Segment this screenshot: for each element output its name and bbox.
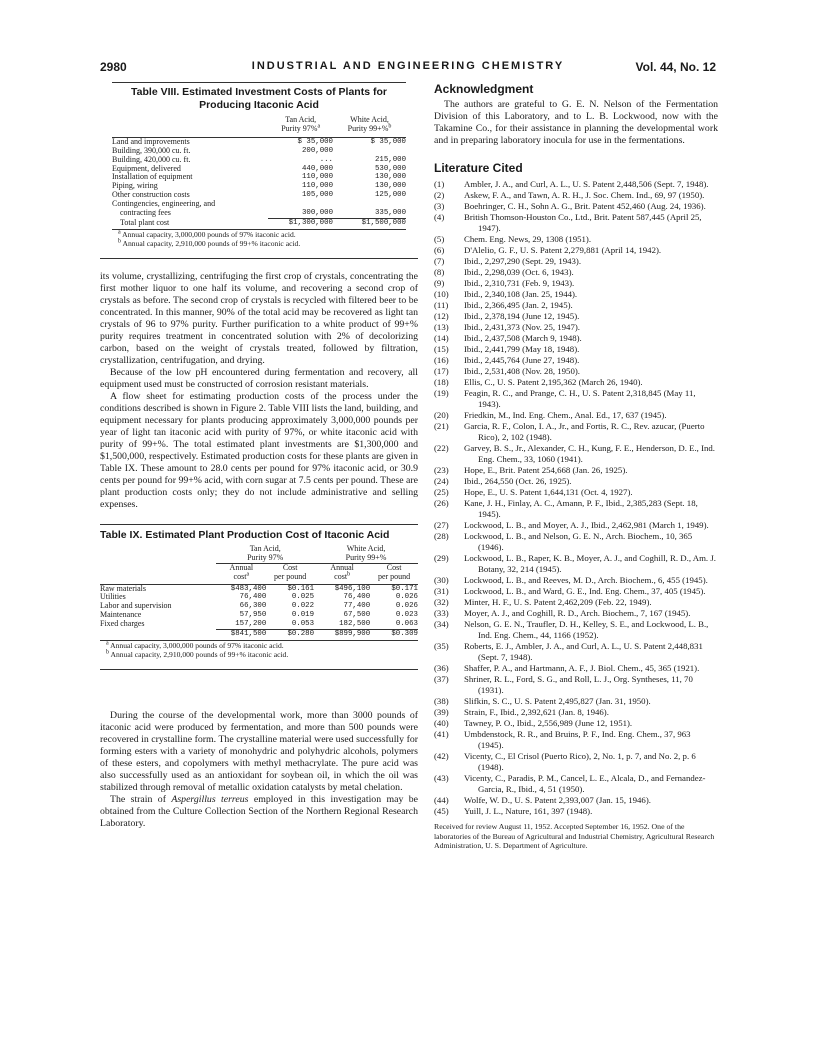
reference-item [434, 608, 718, 619]
row-label: Building, 420,000 cu. ft. [112, 154, 191, 164]
table-ix-total-row [100, 630, 418, 639]
reference-text: Lockwood, L. B., and Moyer, A. J., Ibid., 2,462,981 (March 1, 1949). [464, 520, 709, 530]
reference-text: Ibid., 2,531,408 (Nov. 28, 1950). [464, 366, 580, 376]
tan-annual-cost: 66,300 [239, 602, 267, 611]
table-ix-group1-a: Tan Acid, [249, 543, 281, 553]
white-annual-cost: $496,100 [334, 584, 371, 593]
acknowledgment-heading: Acknowledgment [434, 82, 534, 96]
section-divider [100, 258, 418, 259]
reference-number: (34) [434, 619, 449, 629]
paragraph [100, 794, 418, 830]
reference-number: (14) [434, 333, 449, 343]
table-viii-body [112, 137, 406, 218]
row-label: Other construction costs [112, 190, 190, 200]
reference-number: (18) [434, 377, 449, 387]
table-ix-annual-1: Annual [229, 562, 254, 572]
tan-cost: 200,000 [301, 146, 333, 155]
reference-text: Ibid., 2,298,039 (Oct. 6, 1943). [464, 267, 574, 277]
row-label: Fixed charges [100, 619, 145, 629]
white-cost: 130,000 [374, 182, 406, 191]
table-ix-group2-b: Purity 99+% [314, 554, 418, 563]
reference-number: (38) [434, 696, 449, 706]
reference-text: Ambler, J. A., and Curl, A. L., U. S. Patent 2,448,506 (Sept. 7, 1948). [464, 179, 709, 189]
table-ix-total-b1: $899,900 [314, 630, 370, 639]
reference-item [434, 377, 718, 388]
row-label: Maintenance [100, 610, 142, 620]
row-label: Installation of equipment [112, 172, 193, 182]
reference-number: (2) [434, 190, 445, 200]
reference-item [434, 179, 718, 190]
reference-item [434, 498, 718, 520]
reference-text: Tawney, P. O., Ibid., 2,556,989 (June 12, 1951). [464, 718, 633, 728]
white-annual-cost: 182,500 [339, 620, 371, 629]
reference-item [434, 443, 718, 465]
paragraph: During the course of the developmental work, more than 3000 pounds of itaconic acid were produced by fermentation, and more than 500 pounds were recovered in crystalline form. The crystalline material were used successfully for forming esters with a variety of monohydric and polyhydric alcohols, polymers of these esters, and copolymers with methyl methacrylate. The pure acid was also successfully used as an antioxidant for soybean oil, in which the oil was stabilized through removal of metallic oxidation catalysts by metal chelation. [100, 709, 418, 793]
reference-item [434, 531, 718, 553]
reference-item [434, 388, 718, 410]
white-cost-per-pound: 0.026 [395, 593, 418, 602]
reference-text: Minter, H. F., U. S. Patent 2,462,209 (Feb. 22, 1949). [464, 597, 652, 607]
reference-item [434, 234, 718, 245]
tan-cost-per-pound: 0.053 [291, 620, 315, 629]
reference-number: (45) [434, 806, 449, 816]
reference-number: (13) [434, 322, 449, 332]
reference-number: (26) [434, 498, 449, 508]
reference-text: Ibid., 2,441,799 (May 18, 1948). [464, 344, 580, 354]
row-label: Labor and supervision [100, 601, 172, 611]
reference-number: (40) [434, 718, 449, 728]
fn-b-text: Annual capacity, 2,910,000 pounds of 99+% itaconic acid. [122, 238, 301, 248]
reference-item [434, 751, 718, 773]
reference-number: (23) [434, 465, 449, 475]
tan-annual-cost: $483,400 [230, 584, 267, 593]
table-viii-col2-purity: Purity 99+% [347, 123, 389, 133]
page-number: 2980 [100, 60, 127, 74]
reference-text: Ibid., 2,366,495 (Jan. 2, 1945). [464, 300, 573, 310]
reference-text: Shriner, R. L., Ford, S. G., and Roll, L. J., Org. Syntheses, 11, 70 (1931). [464, 674, 693, 695]
white-cost: 530,000 [374, 164, 406, 173]
reference-item [434, 311, 718, 322]
right-column [434, 82, 718, 851]
white-cost-per-pound: $0.171 [391, 584, 418, 593]
reference-item [434, 465, 718, 476]
reference-item [434, 421, 718, 443]
tan-cost-per-pound: 0.019 [291, 611, 315, 620]
table-ix-annual-2: Annual [330, 562, 354, 572]
white-cost-per-pound: 0.023 [395, 611, 418, 620]
table-ix-total-a1: $841,500 [216, 630, 266, 639]
paragraph: its volume, crystallizing, centrifuging the first crop of crystals, concentrating the first mother liquor to one half its volume, and recovering a second crop of crystals as before. The second crop of crystals is recycled with filtered beer to be concentrated. In this manner, 90% of the total acid may be recovered as light tan crystals of 96 to 97% purity. Further purification to a white product of 99+% purity requires treatment in concentrated solution with 2% of decolorizing carbon, based on the weight of crystals treated, followed by filtration, crystallization, centrifugation, and drying. [100, 270, 418, 366]
reference-text: Hope, E., Brit. Patent 254,668 (Jan. 26, 1925). [464, 465, 628, 475]
table-viii [100, 82, 418, 248]
reference-text: Ibid., 2,445,764 (June 27, 1948). [464, 355, 580, 365]
table-ix-perpound-2: per pound [377, 571, 411, 581]
reference-number: (32) [434, 597, 449, 607]
footnote-marker-a: a [246, 570, 250, 577]
reference-text: Friedkin, M., Ind. Eng. Chem., Anal. Ed., 17, 637 (1945). [464, 410, 667, 420]
tan-cost: 110,000 [301, 173, 333, 182]
table-viii-total-tan: $1,300,000 [268, 218, 333, 227]
table-ix-title: Table IX. Estimated Plant Production Cost of Itaconic Acid [100, 528, 390, 541]
reference-number: (36) [434, 663, 449, 673]
reference-text: Garcia, R. F., Colon, I. A., Jr., and Fortis, R. C., Rev. azucar, (Puerto Rico), 2, 102 (1948). [464, 421, 705, 442]
white-annual-cost: 77,400 [343, 602, 371, 611]
table-ix-grid [100, 545, 418, 639]
white-cost-per-pound: 0.026 [395, 602, 418, 611]
volume-issue: Vol. 44, No. 12 [635, 60, 716, 74]
reference-number: (3) [434, 201, 445, 211]
reference-number: (5) [434, 234, 445, 244]
table-ix-group1-b: Purity 97% [216, 554, 314, 563]
reference-item [434, 520, 718, 531]
reference-text: British Thomson-Houston Co., Ltd., Brit. Patent 587,445 (April 25, 1947). [464, 212, 702, 233]
reference-text: Ibid., 2,310,731 (Feb. 9, 1943). [464, 278, 575, 288]
reference-item [434, 729, 718, 751]
reference-number: (6) [434, 245, 445, 255]
reference-item [434, 300, 718, 311]
reference-item [434, 553, 718, 575]
paragraph: A flow sheet for estimating production costs of the process under the conditions described is shown in Figure 2. Table VIII lists the land, building, and equipment necessary for plants producing approximately 3,000,000 pounds per year of light tan itaconic acid with purity of 97%, or white itaconic acid with purity of 99+%. The total estimated plant investments are $1,300,000 and $1,500,000, respectively. Estimated production costs for these plants are given in Table IX. These amount to 28.0 cents per pound for 97% itaconic acid, or 30.9 cents per pound for 99+% acid, with corn sugar at 7.5 cents per pound. These are plant production costs only; they do not include administrative and selling expenses. [100, 390, 418, 510]
table-viii-col2-head2-cell [333, 125, 406, 134]
table-ix-costb-cell [314, 570, 370, 582]
reference-text: Lockwood, L. B., and Ward, G. E., Ind. Eng. Chem., 37, 405 (1945). [464, 586, 706, 596]
reference-text: Ibid., 2,378,194 (June 12, 1945). [464, 311, 580, 321]
table-viii-footnote-b [118, 239, 406, 248]
reference-number: (33) [434, 608, 449, 618]
reference-item [434, 718, 718, 729]
paragraph: Because of the low pH encountered during fermentation and recovery, all equipment used must be constructed of corrosion resistant materials. [100, 366, 418, 390]
footnote-marker-b: b [347, 570, 351, 577]
table-viii-grid [112, 116, 406, 228]
white-cost [333, 200, 406, 209]
reference-item [434, 674, 718, 696]
reference-text: Vicenty, C., Paradis, P. M., Cancel, L. E., Alcala, D., and Fernandez-Garcia, R., Ibid., 4, 51 (1950). [464, 773, 706, 794]
reference-text: Lockwood, L. B., and Reeves, M. D., Arch. Biochem., 6, 455 (1945). [464, 575, 708, 585]
reference-item [434, 575, 718, 586]
reference-number: (21) [434, 421, 449, 431]
row-label: Land and improvements [112, 136, 190, 146]
reference-item [434, 333, 718, 344]
row-label: Raw materials [100, 583, 146, 593]
tan-cost-per-pound: 0.025 [291, 593, 315, 602]
reference-item [434, 487, 718, 498]
fn-a-text: Annual capacity, 3,000,000 pounds of 97% itaconic acid. [110, 640, 284, 650]
reference-text: Ibid., 2,297,290 (Sept. 29, 1943). [464, 256, 582, 266]
tan-cost-per-pound: $0.161 [287, 584, 315, 593]
white-annual-cost: 67,500 [343, 611, 371, 620]
table-ix-footnote-b [106, 650, 418, 659]
tan-annual-cost: 76,400 [239, 593, 267, 602]
table-ix-costa-cell [216, 570, 266, 582]
reference-text: Boehringer, C. H., Sohn A. G., Brit. Patent 452,460 (Aug. 24, 1936). [464, 201, 706, 211]
reference-item [434, 278, 718, 289]
table-ix-cost-a: cost [233, 571, 247, 581]
reference-number: (31) [434, 586, 449, 596]
table-row [100, 602, 418, 611]
white-cost [333, 147, 406, 156]
reference-number: (25) [434, 487, 449, 497]
white-cost: 335,000 [374, 209, 406, 218]
reference-item [434, 201, 718, 212]
section-divider [100, 524, 418, 525]
reference-number: (12) [434, 311, 449, 321]
table-viii-total-label: Total plant cost [120, 217, 170, 227]
table-ix-footnote-a [106, 641, 418, 650]
reference-text: Umbdenstock, R. R., and Bruins, P. F., Ind. Eng. Chem., 37, 963 (1945). [464, 729, 691, 750]
table-viii-total-white: $1,500,000 [333, 218, 406, 227]
reference-number: (28) [434, 531, 449, 541]
reference-number: (37) [434, 674, 449, 684]
table-row [100, 584, 418, 593]
reference-text: Nelson, G. E. N., Traufler, D. H., Kelley, S. E., and Lockwood, L. B., Ind. Eng. Chem., 44, 1166 (1952). [464, 619, 709, 640]
reference-number: (19) [434, 388, 449, 398]
reference-number: (20) [434, 410, 449, 420]
reference-text: Ibid., 2,437,508 (March 9, 1948). [464, 333, 582, 343]
table-viii-head-row2 [112, 125, 406, 134]
table-viii-col1-purity: Purity 97% [281, 123, 318, 133]
table-row [100, 611, 418, 620]
row-label: Contingencies, engineering, and [112, 199, 216, 209]
white-cost: 130,000 [374, 173, 406, 182]
reference-text: Kane, J. H., Finlay, A. C., Amann, P. F., Ibid., 2,385,283 (Sept. 18, 1945). [464, 498, 698, 519]
table-viii-title [112, 86, 406, 112]
section-divider [100, 669, 418, 670]
reference-item [434, 641, 718, 663]
table-row [100, 620, 418, 629]
fn-b-marker: b [106, 649, 109, 656]
reference-text: Ibid., 264,550 (Oct. 26, 1925). [464, 476, 572, 486]
table-ix-group2-a: White Acid, [346, 543, 386, 553]
reference-text: Ibid., 2,340,108 (Jan. 25, 1944). [464, 289, 578, 299]
acknowledgment-text: The authors are grateful to G. E. N. Nelson of the Fermentation Division of this Laboratory, and to L. B. Lockwood, now with the Takamine Co., for their assistance in planning the developmental work and in preparing laboratory inocula for use in the fermentations. [434, 99, 718, 146]
reference-number: (11) [434, 300, 449, 310]
tan-cost: 105,000 [301, 191, 333, 200]
reference-item [434, 322, 718, 333]
reference-number: (10) [434, 289, 449, 299]
row-label: Building, 390,000 cu. ft. [112, 145, 191, 155]
reference-text: Askew, F. A., and Tawn, A. R. H., J. Soc. Chem. Ind., 69, 97 (1950). [464, 190, 705, 200]
table-ix-head-row2 [100, 554, 418, 563]
reference-text: Ibid., 2,431,373 (Nov. 25, 1947). [464, 322, 580, 332]
reference-number: (4) [434, 212, 445, 222]
reference-text: Chem. Eng. News, 29, 1308 (1951). [464, 234, 592, 244]
reference-number: (22) [434, 443, 449, 453]
reference-text: Vicenty, C., El Crisol (Puerto Rico), 2, No. 1, p. 7, and No. 2, p. 6 (1948). [464, 751, 696, 772]
reference-item [434, 696, 718, 707]
reference-number: (8) [434, 267, 445, 277]
reference-text: Yuill, J. L., Nature, 161, 397 (1948). [464, 806, 593, 816]
reference-text: Moyer, A. J., and Coghill, R. D., Arch. Biochem., 7, 167 (1945). [464, 608, 691, 618]
reference-text: Shaffer, P. A., and Hartmann, A. F., J. Biol. Chem., 45, 365 (1921). [464, 663, 700, 673]
reference-text: Garvey, B. S., Jr., Alexander, C. H., Kung, F. E., Henderson, D. E., Ind. Eng. Chem., 33, 1060 (1941). [464, 443, 716, 464]
reference-item [434, 663, 718, 674]
reference-item [434, 795, 718, 806]
reference-number: (35) [434, 641, 449, 651]
reference-number: (9) [434, 278, 445, 288]
row-label: Piping, wiring [112, 181, 158, 191]
journal-title: INDUSTRIAL AND ENGINEERING CHEMISTRY [251, 60, 565, 72]
table-ix-head-row4 [100, 573, 418, 582]
table-viii-title-line2: Producing Itaconic Acid [199, 99, 319, 111]
reference-text: Hope, E., U. S. Patent 1,644,131 (Oct. 4, 1927). [464, 487, 633, 497]
table-ix-total-b2: $0.309 [370, 630, 418, 639]
reference-text: Lockwood, L. B., and Nelson, G. E. N., Arch. Biochem., 10, 365 (1946). [464, 531, 693, 552]
white-cost: $ 35,000 [370, 137, 406, 146]
tan-cost: 110,000 [301, 182, 333, 191]
row-label: Utilities [100, 592, 126, 602]
table-top-rule [112, 82, 406, 83]
reference-item [434, 707, 718, 718]
table-viii-footnote-a [118, 230, 406, 239]
reference-text: Roberts, E. J., Ambler, J. A., and Curl, A. L., U. S. Patent 2,448,831 (Sept. 7, 1948). [464, 641, 703, 662]
table-ix-cost-b: cost [334, 571, 348, 581]
reference-item [434, 476, 718, 487]
tan-cost: ... [319, 155, 333, 164]
reference-item [434, 212, 718, 234]
table-ix-body [100, 584, 418, 630]
table-ix-head-row3 [100, 563, 418, 572]
reference-number: (39) [434, 707, 449, 717]
white-annual-cost: 76,400 [343, 593, 371, 602]
tan-cost: 300,000 [301, 209, 333, 218]
reference-number: (1) [434, 179, 445, 189]
row-label: contracting fees [120, 208, 171, 218]
table-ix [100, 529, 418, 659]
reference-number: (29) [434, 553, 449, 563]
reference-text: Strain, F., Ibid., 2,392,621 (Jan. 8, 1946). [464, 707, 609, 717]
reference-item [434, 256, 718, 267]
reference-text: Feagin, R. C., and Prange, C. H., U. S. Patent 2,318,845 (May 11, 1943). [464, 388, 696, 409]
fn-a-text: Annual capacity, 3,000,000 pounds of 97% itaconic acid. [122, 229, 296, 239]
reference-item [434, 586, 718, 597]
table-viii-title-line1: Table VIII. Estimated Investment Costs of Plants for [131, 86, 387, 98]
reference-item [434, 355, 718, 366]
reference-item [434, 190, 718, 201]
tan-annual-cost: 57,950 [239, 611, 267, 620]
footnote-marker-b: b [388, 123, 392, 130]
reference-text: D'Alelio, G. F., U. S. Patent 2,279,881 (April 14, 1942). [464, 245, 662, 255]
literature-heading: Literature Cited [434, 161, 523, 175]
reference-item [434, 410, 718, 421]
footnote-marker-a: a [317, 123, 321, 130]
page-header [100, 60, 716, 76]
row-label: Equipment, delivered [112, 163, 181, 173]
body-text-lower [100, 710, 418, 830]
paragraph-text: The strain of [110, 793, 172, 805]
reference-number: (15) [434, 344, 449, 354]
table-viii-col2-head1: White Acid, [350, 115, 389, 124]
tan-annual-cost: 157,200 [235, 620, 267, 629]
reference-item [434, 267, 718, 278]
body-text-upper [100, 271, 418, 511]
table-viii-col1-head1: Tan Acid, [285, 115, 317, 124]
reference-number: (17) [434, 366, 449, 376]
table-ix-total-a2: $0.280 [266, 630, 314, 639]
table-ix-cost-1: Cost [282, 562, 298, 572]
reference-number: (16) [434, 355, 449, 365]
white-cost-per-pound: 0.063 [395, 620, 418, 629]
table-viii-col1-head2-cell [268, 125, 333, 134]
tan-cost [268, 200, 333, 209]
table-ix-perpound-1: per pound [274, 571, 307, 581]
species-name: Aspergillus terreus [171, 793, 249, 805]
reference-number: (42) [434, 751, 449, 761]
left-column [100, 82, 418, 830]
fn-a-marker: a [106, 640, 109, 647]
fn-b-text: Annual capacity, 2,910,000 pounds of 99+% itaconic acid. [110, 649, 289, 659]
reference-number: (7) [434, 256, 445, 266]
reference-number: (43) [434, 773, 449, 783]
reference-item [434, 245, 718, 256]
reference-item [434, 366, 718, 377]
received-note: Received for review August 11, 1952. Accepted September 16, 1952. One of the laboratories of the Bureau of Agricultural and Industrial Chemistry, Agricultural Research Administration, U. S. Department of Agriculture. [434, 822, 715, 850]
reference-item [434, 619, 718, 641]
reference-number: (30) [434, 575, 449, 585]
white-cost: 215,000 [374, 155, 406, 164]
table-ix-cost-2: Cost [386, 562, 402, 572]
reference-item [434, 597, 718, 608]
reference-text: Lockwood, L. B., Raper, K. B., Moyer, A. J., and Coghill, R. D., Am. J. Botany, 32, 214 (1945). [464, 553, 716, 574]
reference-text: Slifkin, S. C., U. S. Patent 2,495,827 (Jan. 31, 1950). [464, 696, 651, 706]
tan-cost: 440,000 [301, 164, 333, 173]
reference-text: Wolfe, W. D., U. S. Patent 2,393,007 (Jan. 15, 1946). [464, 795, 651, 805]
reference-number: (24) [434, 476, 449, 486]
reference-item [434, 773, 718, 795]
reference-number: (27) [434, 520, 449, 530]
paragraph-text: employed in this investigation may be obtained from the Culture Collection Section of the Northern Regional Research Laboratory. [100, 793, 419, 829]
reference-item [434, 289, 718, 300]
white-cost: 125,000 [374, 191, 406, 200]
reference-item [434, 344, 718, 355]
table-viii-total-row [112, 218, 406, 227]
reference-item [434, 806, 718, 817]
fn-b-marker: b [118, 238, 121, 245]
reference-number: (44) [434, 795, 449, 805]
reference-number: (41) [434, 729, 449, 739]
fn-a-marker: a [118, 229, 121, 236]
reference-text: Ellis, C., U. S. Patent 2,195,362 (March 26, 1940). [464, 377, 643, 387]
reference-list [434, 179, 718, 817]
tan-cost: $ 35,000 [297, 137, 333, 146]
tan-cost-per-pound: 0.022 [291, 602, 315, 611]
